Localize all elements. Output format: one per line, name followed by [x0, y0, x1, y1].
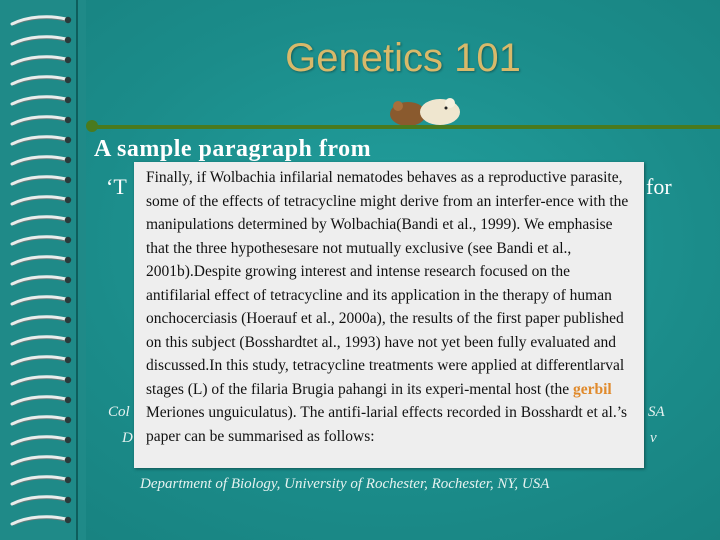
spiral-ring-icon [10, 94, 72, 106]
binding-spine [76, 0, 78, 540]
slide-heading: A sample paragraph from [94, 136, 372, 162]
spiral-ring-icon [10, 274, 72, 286]
spiral-ring-icon [10, 374, 72, 386]
spiral-ring-icon [10, 234, 72, 246]
spiral-ring-icon [10, 474, 72, 486]
paragraph-text: Meriones unguiculatus). The antifi-larial effects recorded in Bosshardt et al.’s paper can be summarised as follows: [146, 404, 628, 445]
spiral-ring-icon [10, 354, 72, 366]
slide-title: Genetics 101 [285, 36, 521, 80]
title-divider [88, 125, 720, 129]
spiral-ring-icon [10, 54, 72, 66]
spiral-ring-icon [10, 414, 72, 426]
paragraph-text: Finally, if Wolbachia infilarial nematodes behaves as a reproductive parasite, some of the effects of tetracycline might derive from an interfer-ence with the manipulations determined by Wolbachia(Bandi et al., 1999). We emphasise that the three hypothesesare not mutually exclusive (see Bandi et al., 2001b).Despite growing interest and intense research focused on the antifilarial effect of tetracycline and its application in the therapy of human onchocerciasis (Hoerauf et al., 2000a), the results of the first paper published on this subject (Bosshardtet al., 1993) have not yet been fully evaluated and discussed.In this study, tetracycline treatments were applied at differentlarval stages (L) of the filaria Brugia pahangi in its experi-mental host (the [146, 169, 629, 398]
divider-endcap [86, 120, 98, 132]
spiral-ring-icon [10, 334, 72, 346]
spiral-ring-icon [10, 214, 72, 226]
gerbil-mascot-icon [384, 94, 464, 126]
spiral-ring-icon [10, 454, 72, 466]
spiral-ring-icon [10, 494, 72, 506]
spiral-ring-icon [10, 514, 72, 526]
spiral-ring-icon [10, 34, 72, 46]
spiral-ring-icon [10, 434, 72, 446]
background-text-right: SA [648, 404, 665, 420]
spiral-ring-icon [10, 254, 72, 266]
background-text-right: v [650, 430, 657, 446]
spiral-ring-icon [10, 134, 72, 146]
spiral-ring-icon [10, 174, 72, 186]
spiral-ring-icon [10, 394, 72, 406]
spiral-ring-icon [10, 194, 72, 206]
spiral-ring-icon [10, 74, 72, 86]
highlighted-term[interactable]: gerbil [572, 380, 612, 398]
spiral-ring-icon [10, 294, 72, 306]
spiral-ring-icon [10, 14, 72, 26]
popup-paragraph [134, 162, 644, 448]
background-text-left: Col [108, 404, 130, 420]
spiral-ring-icon [10, 154, 72, 166]
affiliation-text: Department of Biology, University of Rochester, Rochester, NY, USA [140, 476, 550, 492]
quote-start-text: ‘T [106, 174, 127, 199]
paragraph-popup [134, 162, 644, 468]
spiral-ring-icon [10, 314, 72, 326]
spiral-ring-icon [10, 114, 72, 126]
background-text-left: D [122, 430, 133, 446]
quote-tail-text: for [646, 174, 672, 199]
